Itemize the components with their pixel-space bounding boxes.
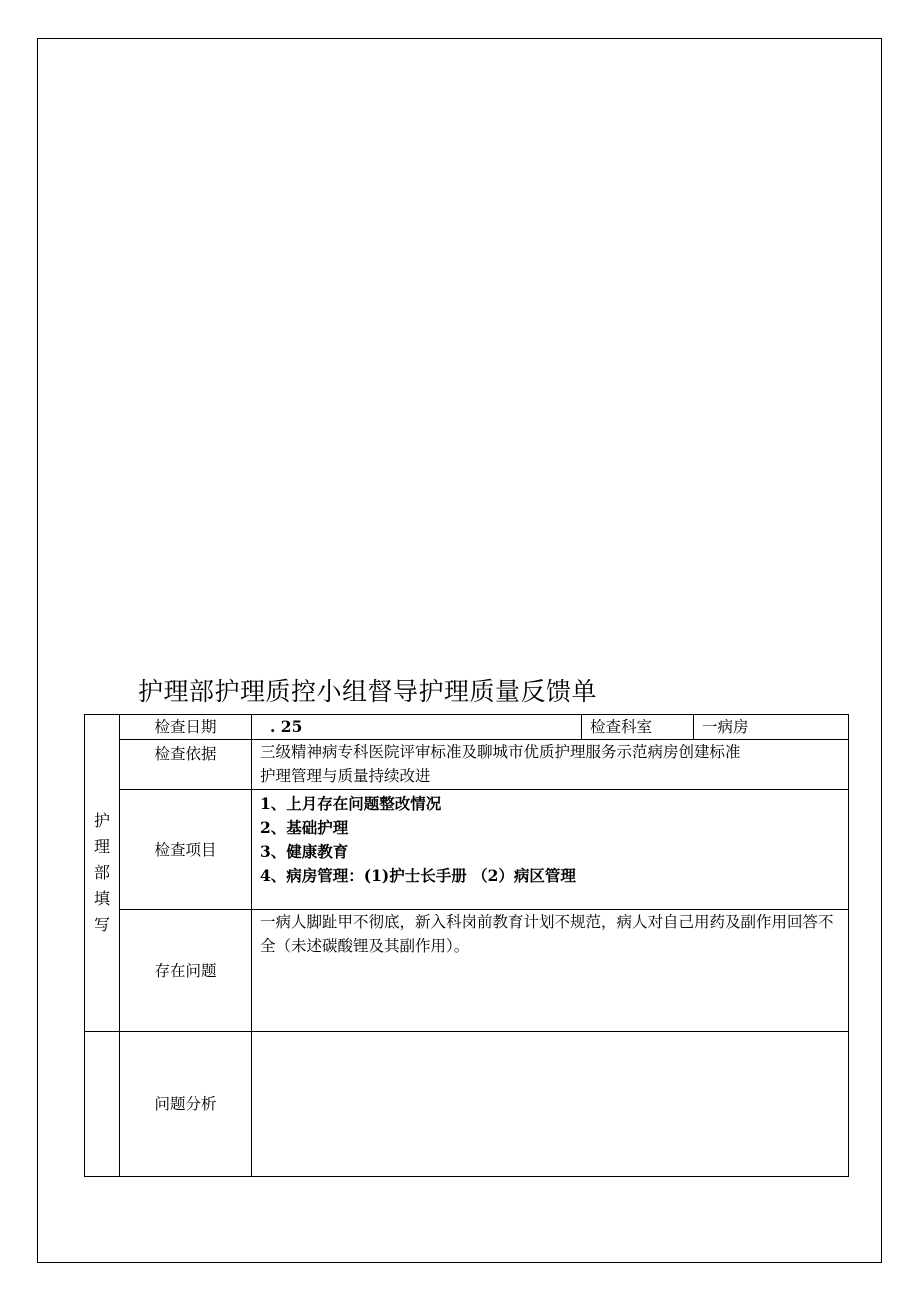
item-line-4: 4、病房管理：(1)护士长手册 （2）病区管理 [260, 866, 576, 885]
check-dept-label: 检查科室 [582, 715, 694, 740]
check-basis-value [252, 740, 849, 790]
side-label-cell [85, 715, 120, 1032]
feedback-form-table [84, 714, 849, 1177]
basis-line-1: 三级精神病专科医院评审标准及聊城市优质护理服务示范病房创建标准 [260, 743, 741, 761]
item-line-3: 3、健康教育 [260, 842, 349, 861]
side-empty-cell [85, 1032, 120, 1177]
item-line-1: 1、上月存在问题整改情况 [260, 794, 442, 813]
issues-label: 存在问题 [120, 910, 252, 1032]
row-check-date [85, 715, 849, 740]
check-date-label: 检查日期 [120, 715, 252, 740]
check-items-value [252, 790, 849, 910]
check-dept-value: 一病房 [694, 715, 849, 740]
check-items-label: 检查项目 [120, 790, 252, 910]
basis-line-2: 护理管理与质量持续改进 [260, 767, 431, 785]
analysis-value [252, 1032, 849, 1177]
check-date-value: . 25 [252, 715, 582, 740]
row-check-basis [85, 740, 849, 790]
row-check-items [85, 790, 849, 910]
row-analysis [85, 1032, 849, 1177]
document-title: 护理部护理质控小组督导护理质量反馈单 [138, 677, 598, 706]
row-issues [85, 910, 849, 1032]
check-basis-label: 检查依据 [120, 740, 252, 790]
side-label: 护理部填写 [93, 811, 110, 934]
issues-value: 一病人脚趾甲不彻底，新入科岗前教育计划不规范，病人对自己用药及副作用回答不全（未述碳酸锂及其副作用）。 [252, 910, 849, 1032]
item-line-2: 2、基础护理 [260, 818, 349, 837]
analysis-label: 问题分析 [120, 1032, 252, 1177]
